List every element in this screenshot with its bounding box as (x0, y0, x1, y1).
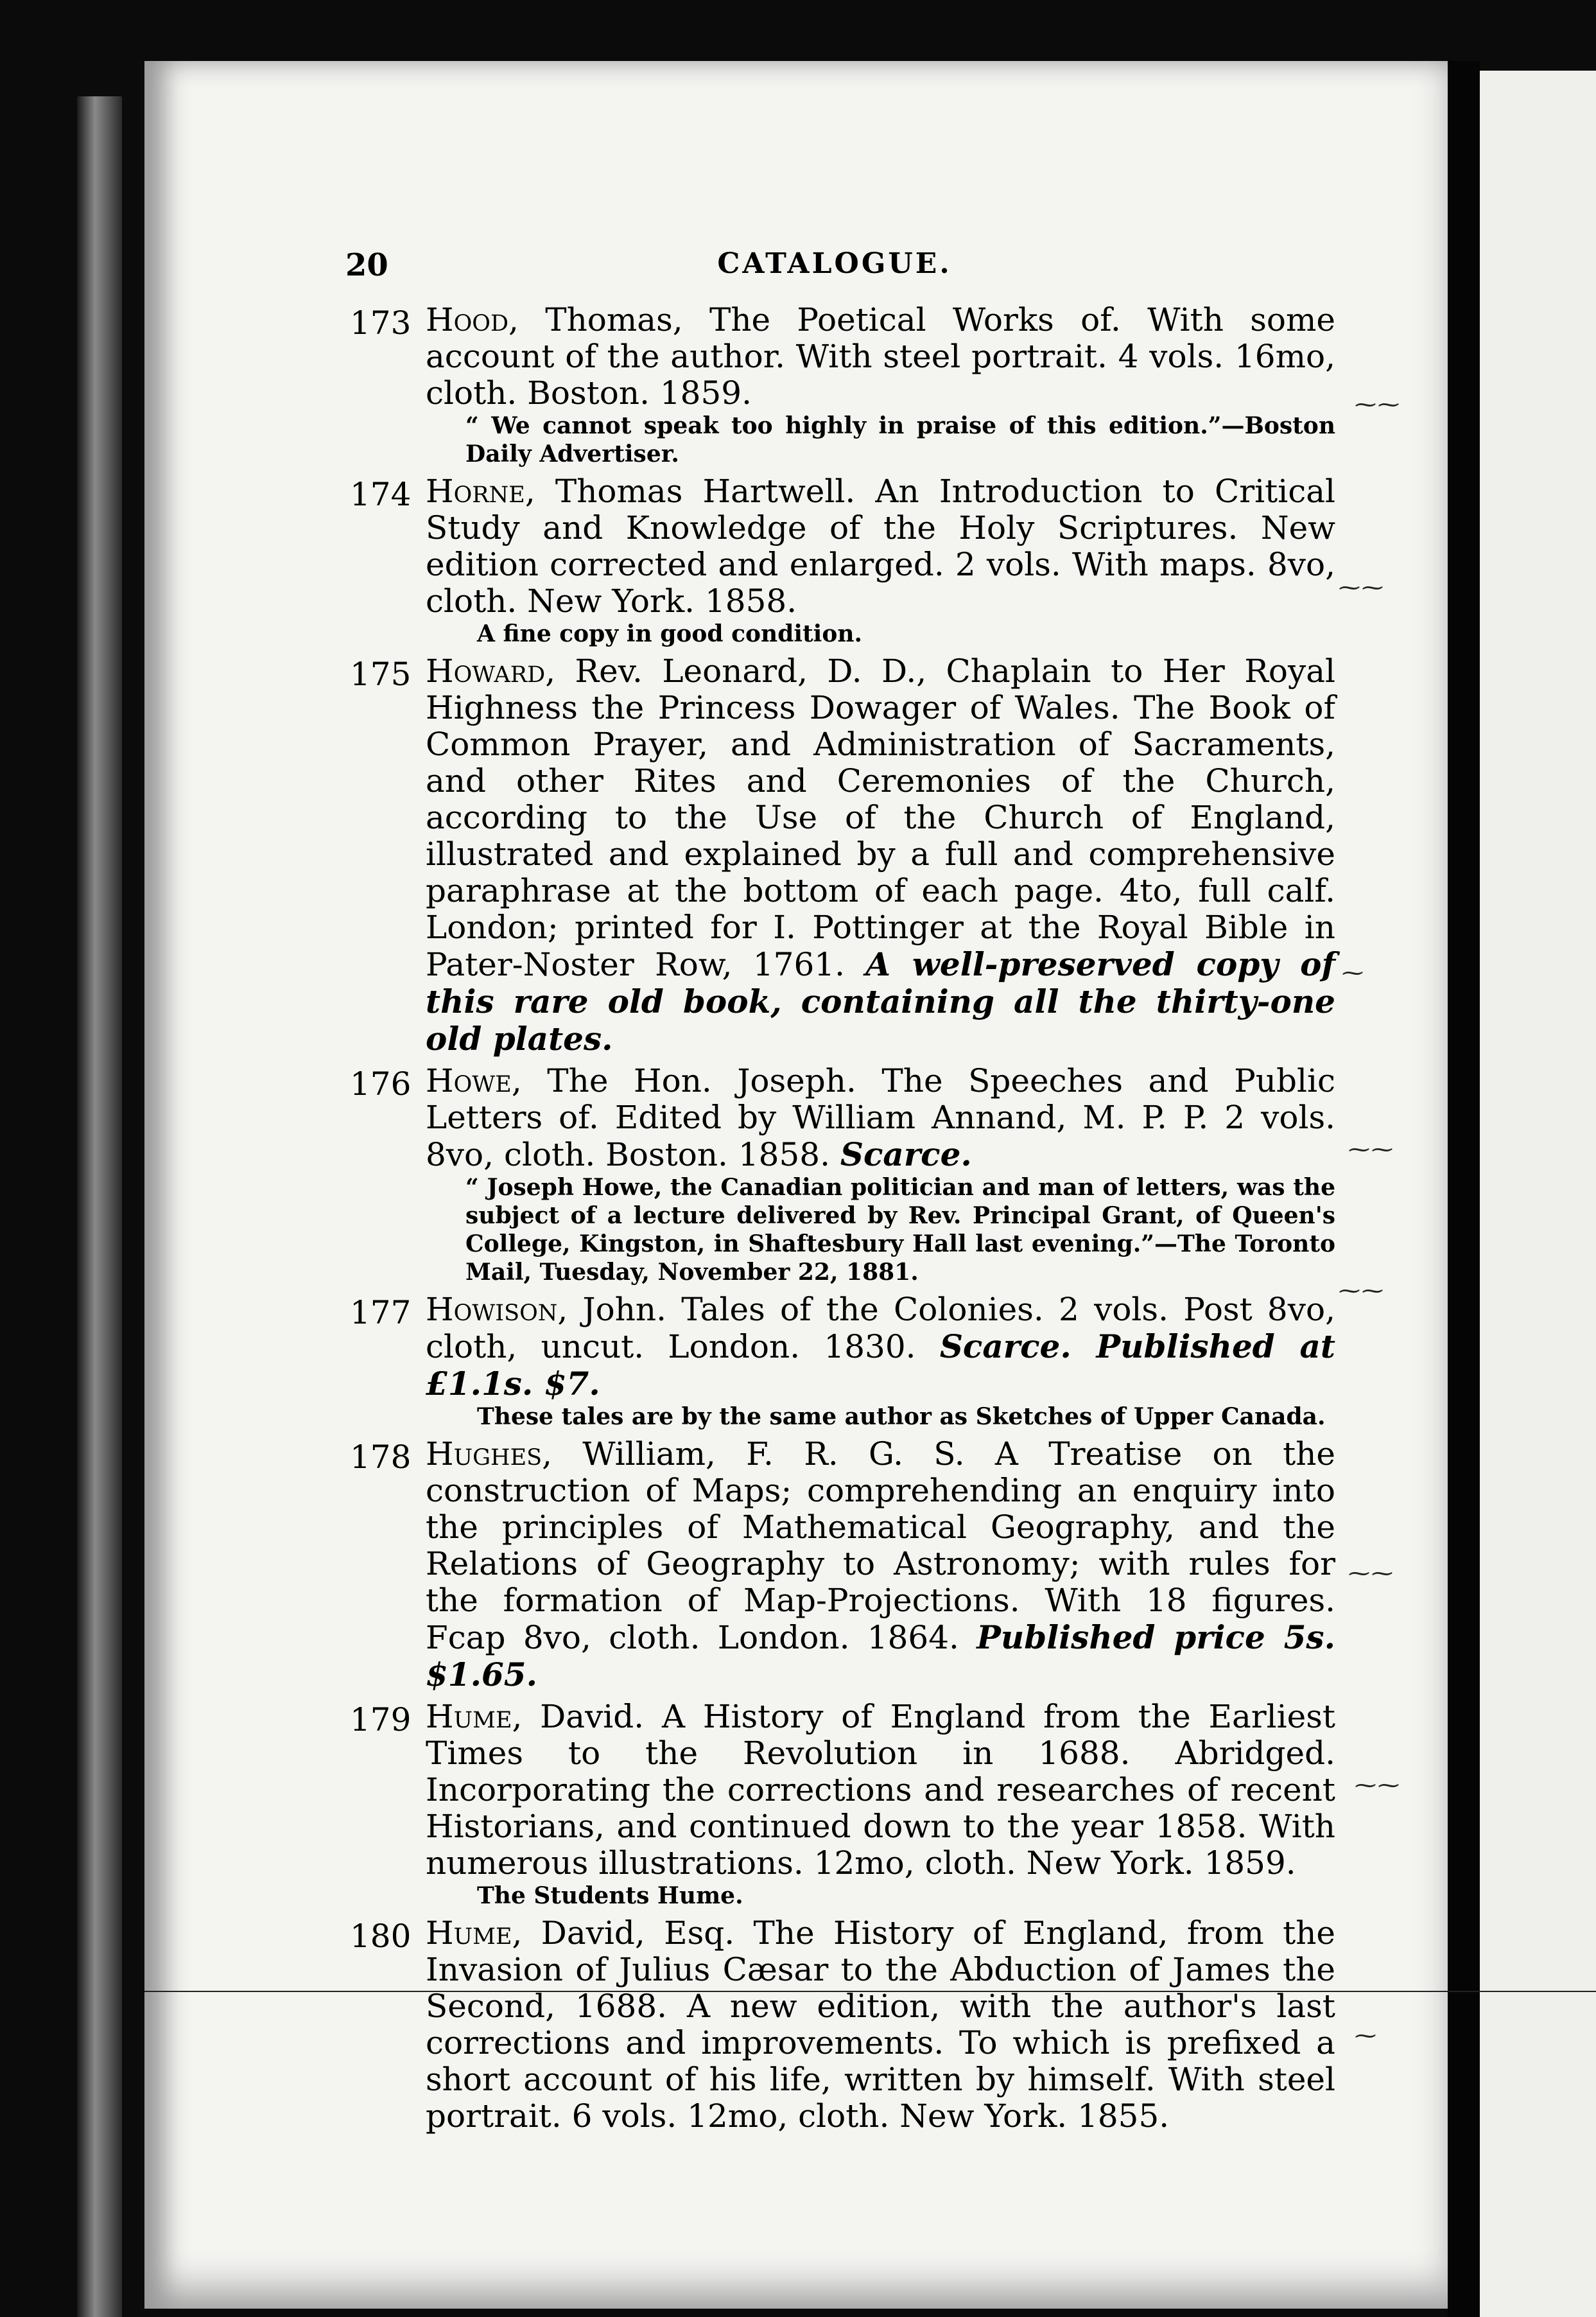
entry-author-name: Hughes, (426, 1435, 553, 1473)
margin-pencil-mark: ⁓⁓ (1348, 1561, 1394, 1586)
entry-number: 177 (350, 1294, 412, 1331)
catalogue-entry (350, 1915, 1335, 2135)
margin-pencil-mark: ⁓ (1355, 2023, 1378, 2049)
catalogue-entry (350, 473, 1335, 648)
catalogue-entry (350, 302, 1335, 468)
entry-note: “ We cannot speak too highly in praise of this edition.”—Boston Daily Advertiser. (465, 412, 1335, 468)
entry-number: 178 (350, 1438, 412, 1476)
entry-number: 180 (350, 1918, 412, 1955)
entry-description: Howison, John. Tales of the Colonies. 2 vols. Post 8vo, cloth, uncut. London. 1830. Scarce. Published at £1.1s. $7. (426, 1291, 1335, 1403)
entry-number: 175 (350, 656, 412, 693)
entry-number: 173 (350, 304, 412, 342)
entry-author-name: Horne, (426, 473, 535, 510)
entry-description: Hughes, William, F. R. G. S. A Treatise on the construction of Maps; comprehending an enquiry into the principles of Mathematical Geography, and the Relations of Geography to Astronomy; with rules for the formation of Map-Projections. With 18 figures. Fcap 8vo, cloth. London. 1864. Published price 5s. $1.65. (426, 1435, 1335, 1693)
margin-pencil-mark: ⁓⁓ (1355, 1772, 1401, 1798)
entry-note: “ Joseph Howe, the Canadian politician and man of letters, was the subject of a lecture delivered by Rev. Principal Grant, of Queen's College, Kingston, in Shaftesbury Hall last evening.”—The Toronto Mail, Tuesday, November 22, 1881. (465, 1174, 1335, 1286)
entry-remark: Scarce. (840, 1135, 972, 1173)
catalogue-entry (350, 653, 1335, 1058)
entry-description: Hume, David, Esq. The History of England, from the Invasion of Julius Cæsar to the Abduction of James the Second, 1688. A new edition, with the author's last corrections and improvements. To which is prefixed a short account of his life, written by himself. With steel portrait. 6 vols. 12mo, cloth. New York. 1855. (426, 1914, 1335, 2135)
entry-author-name: Hume, (426, 1914, 523, 1952)
entry-number: 174 (350, 476, 412, 513)
margin-pencil-mark: ⁓ (1342, 960, 1365, 986)
book-left-edge (77, 96, 122, 2317)
catalogue-entry (350, 1699, 1335, 1910)
facing-page-fragment (1480, 71, 1596, 2317)
entry-note: The Students Hume. (477, 1882, 743, 1909)
page-number: 20 (345, 247, 388, 283)
entry-author-name: Howe, (426, 1062, 522, 1099)
entry-author-name: Howard, (426, 652, 556, 690)
catalogue-entry (350, 1063, 1335, 1286)
margin-pencil-mark: ⁓⁓ (1348, 1137, 1394, 1162)
margin-pencil-mark: ⁓⁓ (1355, 392, 1401, 417)
running-title: CATALOGUE. (717, 247, 952, 280)
catalogue-entries (350, 302, 1335, 2140)
margin-pencil-mark: ⁓⁓ (1339, 1278, 1385, 1304)
catalogue-entry (350, 1436, 1335, 1693)
entry-description: Horne, Thomas Hartwell. An Introduction to Critical Study and Knowledge of the Holy Scriptures. New edition corrected and enlarged. 2 vols. With maps. 8vo, cloth. New York. 1858. (426, 473, 1335, 620)
entry-description: Hood, Thomas, The Poetical Works of. With some account of the author. With steel portrait. 4 vols. 16mo, cloth. Boston. 1859. (426, 301, 1335, 412)
entry-number: 179 (350, 1701, 412, 1738)
entry-author-name: Hume, (426, 1698, 523, 1735)
entry-remark: Published price 5s. $1.65. (426, 1618, 1335, 1693)
entry-description: Howard, Rev. Leonard, D. D., Chaplain to Her Royal Highness the Princess Dowager of Wales. The Book of Common Prayer, and Administration of Sacraments, and other Rites and Ceremonies of the Church, according to the Use of the Church of England, illustrated and explained by a full and comprehensive paraphrase at the bottom of each page. 4to, full calf. London; printed for I. Pottinger at the Royal Bible in Pater-Noster Row, 1761. A well-preserved copy of this rare old book, containing all the thirty-one old plates. (426, 652, 1335, 1058)
margin-pencil-mark: ⁓⁓ (1339, 575, 1385, 600)
entry-number: 176 (350, 1065, 412, 1103)
entry-note: A fine copy in good condition. (477, 620, 863, 647)
entry-author-name: Hood, (426, 301, 519, 338)
book-gutter (1448, 61, 1480, 2317)
entry-remark: Scarce. Published at £1.1s. $7. (426, 1327, 1335, 1403)
entry-description: Hume, David. A History of England from the Earliest Times to the Revolution in 1688. Abridged. Incorporating the corrections and researches of recent Historians, and continued down to the year 1858. With numerous illustrations. 12mo, cloth. New York. 1859. (426, 1698, 1335, 1882)
entry-note: These tales are by the same author as Sketches of Upper Canada. (477, 1403, 1326, 1430)
entry-remark: A well-preserved copy of this rare old book, containing all the thirty-one old plates. (426, 945, 1335, 1058)
catalogue-entry (350, 1291, 1335, 1431)
page-header (334, 247, 1335, 286)
entry-author-name: Howison, (426, 1291, 568, 1328)
entry-description: Howe, The Hon. Joseph. The Speeches and Public Letters of. Edited by William Annand, M. P. P. 2 vols. 8vo, cloth. Boston. 1858. Scarce. (426, 1062, 1335, 1173)
